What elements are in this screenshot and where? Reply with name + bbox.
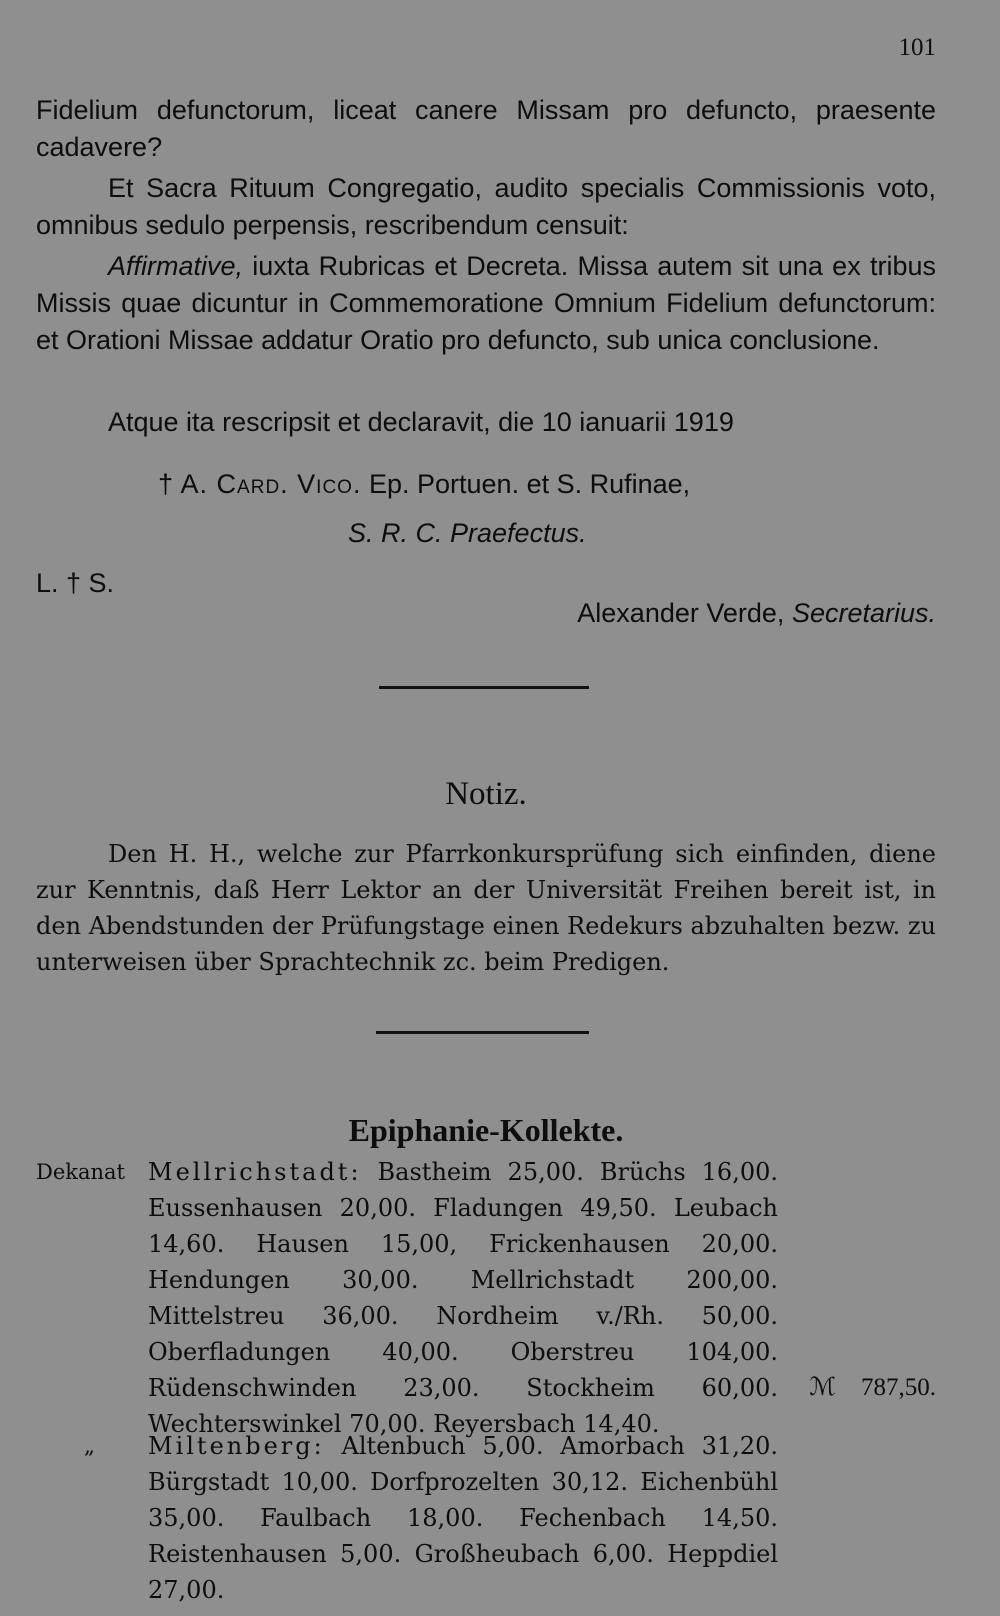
affirmative-word: Affirmative,: [108, 251, 244, 281]
parish-amounts: Altenbuch 5,00. Amorbach 31,20. Bürgstadt 10,00. Dorfprozelten 30,12. Eichenbühl 35,00. Faulbach 18,00. Fechenbach 14,50. Reistenhausen 5,00. Großheubach 6,00. Heppdiel 27,00.: [148, 1432, 778, 1604]
cardinal-title: Ep. Portuen. et S. Rufinae,: [361, 469, 691, 499]
entry-label: Dekanat: [36, 1160, 125, 1184]
latin-paragraph-2: Et Sacra Rituum Congregatio, audito specialis Commissionis voto, omnibus sedulo perpensis, rescribendum censuit:: [36, 173, 936, 240]
latin-paragraph-1: Fidelium defunctorum, liceat canere Missam pro defuncto, praesente cadavere?: [36, 95, 936, 162]
signature-cardinal: [158, 466, 690, 503]
latin-paragraph-4: Atque ita rescripsit et declaravit, die 10 ianuarii 1919: [108, 407, 734, 437]
deanery-name: Mellrichstadt:: [148, 1158, 362, 1186]
latin-paragraph-3-rest: iuxta Rubricas et Decreta. Missa autem sit una ex tribus Missis quae dicuntur in Commemoratione Omnium Fidelium defunctorum: et Orationi Missae addatur Oratio pro defuncto, sub unica conclusione.: [36, 251, 936, 355]
section-divider: [379, 686, 589, 689]
parish-amounts: Bastheim 25,00. Brüchs 16,00. Eussenhausen 20,00. Fladungen 49,50. Leubach 14,60. Hausen 15,00, Frickenhausen 20,00. Hendungen 30,00. Mellrichstadt 200,00. Mittelstreu 36,00. Nordheim v./Rh. 50,00. Oberfladungen 40,00. Oberstreu 104,00. Rüdenschwinden 23,00. Stockheim 60,00. Wechterswinkel 70,00. Reyersbach 14,40.: [148, 1158, 778, 1438]
cross-symbol: †: [158, 469, 174, 499]
entry-text: [148, 1154, 778, 1442]
signature-secretary: [577, 595, 936, 632]
seal-mark: L. † S.: [36, 568, 115, 598]
secretary-title: Secretarius.: [791, 598, 936, 628]
notiz-text: Den H. H., welche zur Pfarrkonkursprüfung sich einfinden, diene zur Kenntnis, daß Herr Lektor an der Universität Freihen bereit ist, in den Abendstunden der Prüfungstage einen Redekurs abzuhalten bezw. zu unterweisen über Sprachtechnik zc. beim Predigen.: [36, 840, 936, 976]
section-divider: [376, 1031, 589, 1034]
epiphanie-heading: Epiphanie-Kollekte.: [348, 1112, 624, 1148]
notiz-heading: Notiz.: [445, 776, 527, 812]
total-amount: 787,50.: [861, 1374, 936, 1401]
latin-paragraph-3: [36, 248, 936, 359]
signature-praefectus: S. R. C. Praefectus.: [348, 518, 587, 548]
deanery-name: Miltenberg:: [148, 1432, 325, 1460]
document-page: [36, 0, 936, 1616]
entry-label: „: [84, 1434, 95, 1458]
currency-sign: ℳ: [809, 1374, 836, 1401]
cardinal-name: A. Card. Vico.: [180, 469, 362, 499]
entry-total: [809, 1370, 936, 1406]
secretary-name: Alexander Verde,: [577, 598, 792, 628]
page-number: 101: [898, 34, 936, 61]
entry-text: [148, 1428, 778, 1608]
